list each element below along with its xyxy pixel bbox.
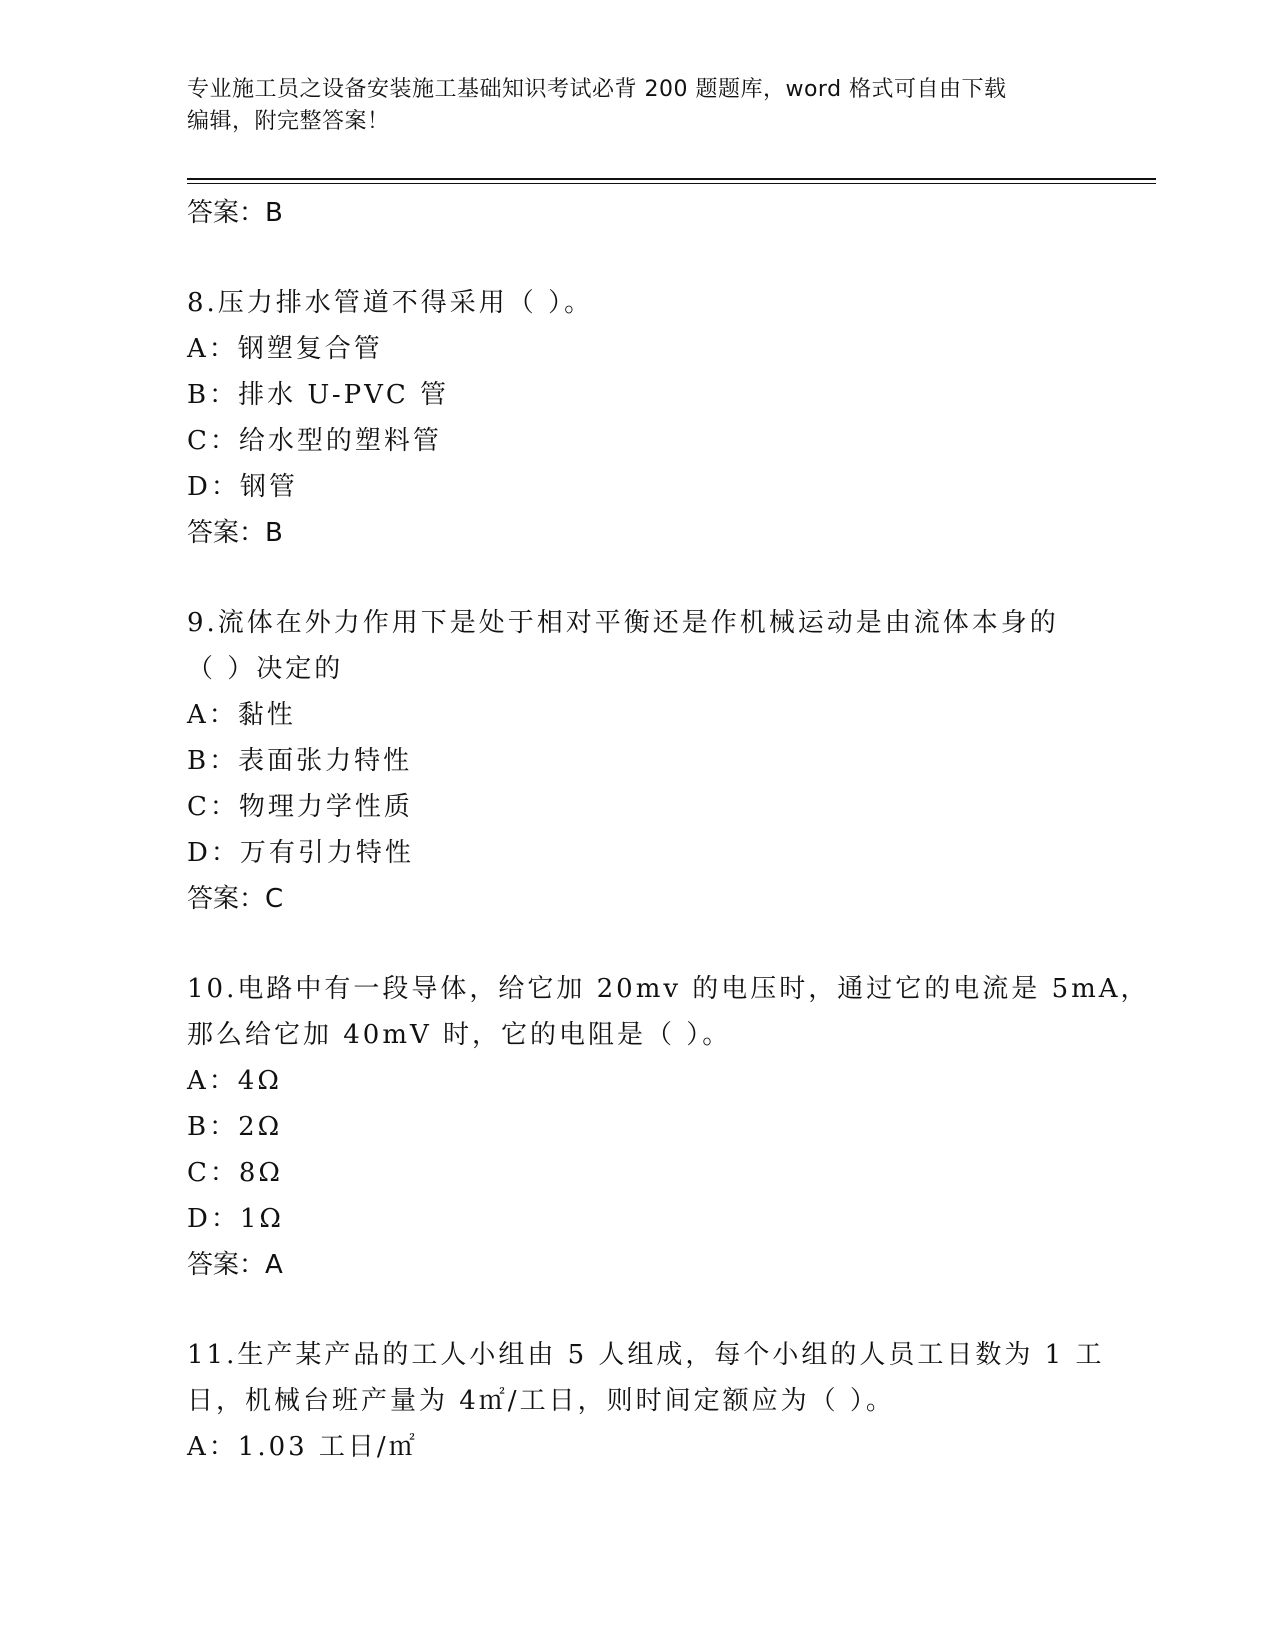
question-block [187, 966, 1150, 1288]
option-c: C：8Ω [187, 1158, 283, 1188]
question-block [187, 1332, 1105, 1470]
answer-line: 答案：A [187, 1250, 283, 1280]
option-a: A：1.03 工日/㎡ [187, 1432, 418, 1462]
question-text: 8.压力排水管道不得采用（ ）。 [187, 288, 594, 318]
answer-line: 答案：B [187, 198, 283, 228]
option-b: B：表面张力特性 [187, 746, 413, 776]
question-block [187, 280, 1087, 556]
question-text: 9.流体在外力作用下是处于相对平衡还是作机械运动是由流体本身的 [187, 608, 1059, 638]
option-b: B：排水 U-PVC 管 [187, 380, 450, 410]
header-line-1: 专业施工员之设备安装施工基础知识考试必背 200 题题库，word 格式可自由下载 [187, 77, 1007, 102]
question-text-continued: 那么给它加 40mV 时，它的电阻是（ ）。 [187, 1020, 732, 1050]
document-body [187, 190, 1150, 1470]
question-text: 10.电路中有一段导体，给它加 20mv 的电压时，通过它的电流是 5mA， [187, 974, 1150, 1004]
question-text-continued: 日，机械台班产量为 4㎡/工日，则时间定额应为（ ）。 [187, 1386, 895, 1416]
option-a: A：黏性 [187, 700, 296, 730]
header-divider-thin [187, 183, 1156, 184]
option-d: D：万有引力特性 [187, 838, 414, 868]
option-c: C：物理力学性质 [187, 792, 413, 822]
question-text-continued: （ ）决定的 [187, 654, 344, 684]
answer-line: 答案：B [187, 518, 283, 548]
spacer [187, 922, 1087, 966]
option-b: B：2Ω [187, 1112, 283, 1142]
spacer [187, 236, 1087, 280]
spacer [187, 556, 1087, 600]
option-d: D：钢管 [187, 472, 298, 502]
option-a: A：4Ω [187, 1066, 282, 1096]
answer-line: 答案：C [187, 884, 284, 914]
header-divider-thick [187, 178, 1156, 180]
document-header [187, 74, 1067, 138]
question-block [187, 600, 1087, 922]
option-a: A：钢塑复合管 [187, 334, 383, 364]
option-d: D：1Ω [187, 1204, 284, 1234]
option-c: C：给水型的塑料管 [187, 426, 442, 456]
header-line-2: 编辑，附完整答案！ [187, 109, 390, 134]
spacer [187, 1288, 1087, 1332]
question-text: 11.生产某产品的工人小组由 5 人组成，每个小组的人员工日数为 1 工 [187, 1340, 1105, 1370]
